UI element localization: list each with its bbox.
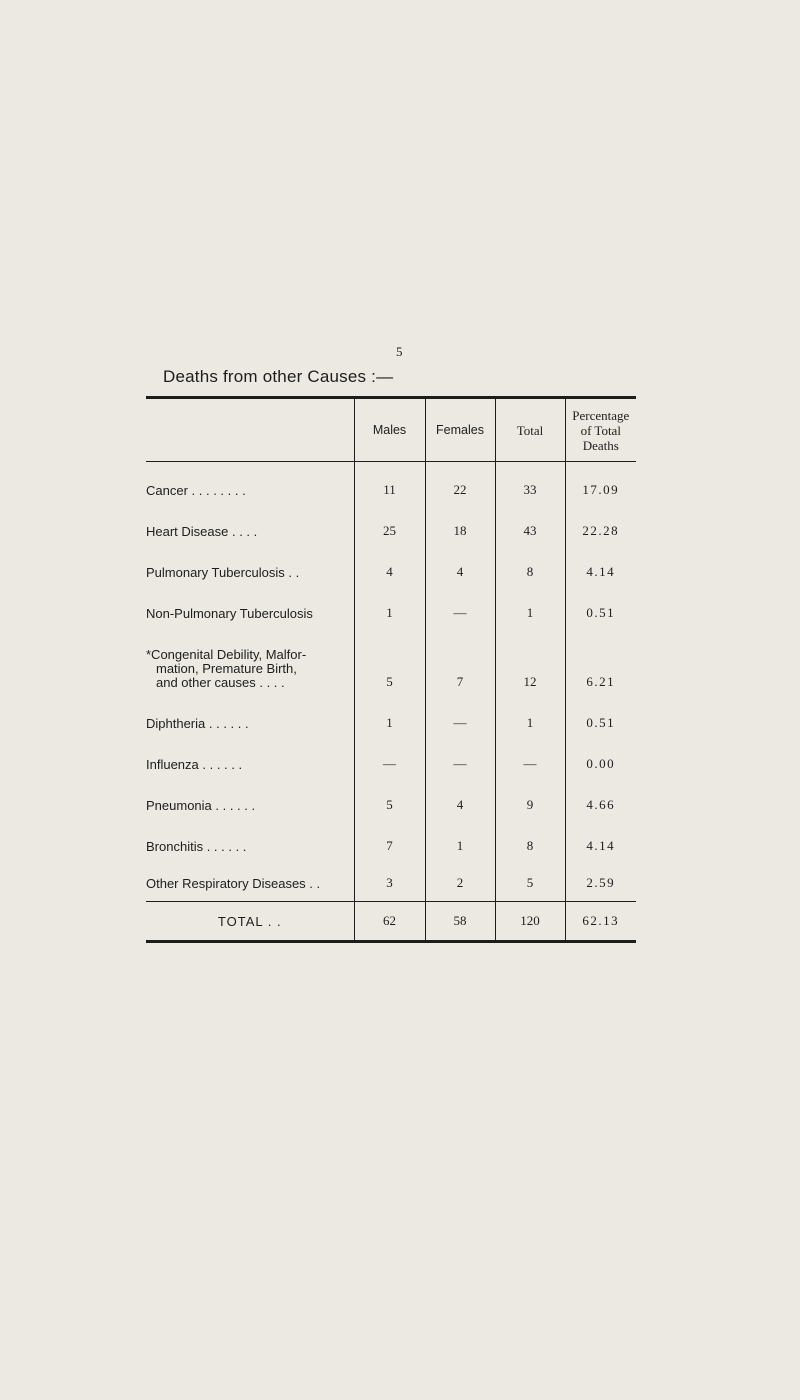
percentage-cell: 6.21 [565, 621, 636, 690]
table-row [146, 498, 636, 539]
deaths-table-container [146, 396, 636, 943]
table-row [146, 690, 636, 731]
cause-label: Cancer . . . . . . . . [146, 483, 246, 498]
table-row [146, 580, 636, 621]
table-header-row [146, 398, 636, 462]
males-cell: 4 [354, 539, 425, 580]
header-percentage-line: Percentage [572, 407, 630, 423]
females-cell: 4 [425, 772, 495, 813]
table-row [146, 539, 636, 580]
cause-label: Other Respiratory Diseases . . [146, 876, 321, 891]
total-total-cell: 120 [495, 902, 565, 942]
males-cell: 11 [354, 462, 425, 499]
percentage-cell: 2.59 [565, 854, 636, 902]
cause-label-line: and other causes . . . . [156, 675, 285, 690]
cause-label-line: *Congenital Debility, Malfor- [146, 647, 307, 662]
table-row [146, 621, 636, 690]
males-cell: 5 [354, 772, 425, 813]
total-row [146, 902, 636, 942]
females-cell: 1 [425, 813, 495, 854]
total-cell: 1 [495, 690, 565, 731]
males-cell: 3 [354, 854, 425, 902]
total-cell: 8 [495, 539, 565, 580]
total-cell: 12 [495, 621, 565, 690]
percentage-cell: 4.14 [565, 813, 636, 854]
table-row [146, 813, 636, 854]
table-row [146, 462, 636, 499]
header-percentage-line: Deaths [582, 437, 619, 453]
table-row [146, 731, 636, 772]
females-cell: 22 [425, 462, 495, 499]
total-cell: 33 [495, 462, 565, 499]
females-cell: — [425, 690, 495, 731]
deaths-table [146, 396, 636, 943]
cause-label: Influenza . . . . . . [146, 757, 243, 772]
males-cell: 25 [354, 498, 425, 539]
page-heading: Deaths from other Causes :— [163, 367, 394, 386]
cause-label: Diphtheria . . . . . . [146, 716, 249, 731]
header-cause [146, 398, 354, 462]
total-females-cell: 58 [425, 902, 495, 942]
cause-label: Non-Pulmonary Tuberculosis [146, 606, 313, 621]
percentage-cell: 4.66 [565, 772, 636, 813]
page-number: 5 [396, 344, 403, 359]
cause-label: Pneumonia . . . . . . [146, 798, 256, 813]
table-row [146, 854, 636, 902]
header-males: Males [354, 398, 425, 462]
total-cell: 43 [495, 498, 565, 539]
males-cell: 5 [354, 621, 425, 690]
females-cell: — [425, 580, 495, 621]
cause-label: Heart Disease . . . . [146, 524, 258, 539]
percentage-cell: 0.00 [565, 731, 636, 772]
total-males-cell: 62 [354, 902, 425, 942]
header-total: Total [495, 398, 565, 462]
cause-label: Pulmonary Tuberculosis . . [146, 565, 300, 580]
total-cell: 5 [495, 854, 565, 902]
females-cell: 2 [425, 854, 495, 902]
header-females: Females [425, 398, 495, 462]
total-cell: 8 [495, 813, 565, 854]
percentage-cell: 22.28 [565, 498, 636, 539]
males-cell: — [354, 731, 425, 772]
total-cell: — [495, 731, 565, 772]
females-cell: 4 [425, 539, 495, 580]
percentage-cell: 0.51 [565, 580, 636, 621]
males-cell: 1 [354, 580, 425, 621]
total-percentage-cell: 62.13 [565, 902, 636, 942]
cause-label-line: mation, Premature Birth, [156, 661, 297, 676]
cause-label: Bronchitis . . . . . . [146, 839, 247, 854]
percentage-cell: 0.51 [565, 690, 636, 731]
males-cell: 1 [354, 690, 425, 731]
total-label: TOTAL . . [146, 902, 354, 942]
percentage-cell: 4.14 [565, 539, 636, 580]
total-cell: 1 [495, 580, 565, 621]
total-cell: 9 [495, 772, 565, 813]
header-percentage-line: of Total [580, 422, 621, 438]
females-cell: — [425, 731, 495, 772]
females-cell: 7 [425, 621, 495, 690]
percentage-cell: 17.09 [565, 462, 636, 499]
males-cell: 7 [354, 813, 425, 854]
cause-label-multiline [146, 621, 354, 690]
header-percentage [565, 398, 636, 462]
table-row [146, 772, 636, 813]
females-cell: 18 [425, 498, 495, 539]
